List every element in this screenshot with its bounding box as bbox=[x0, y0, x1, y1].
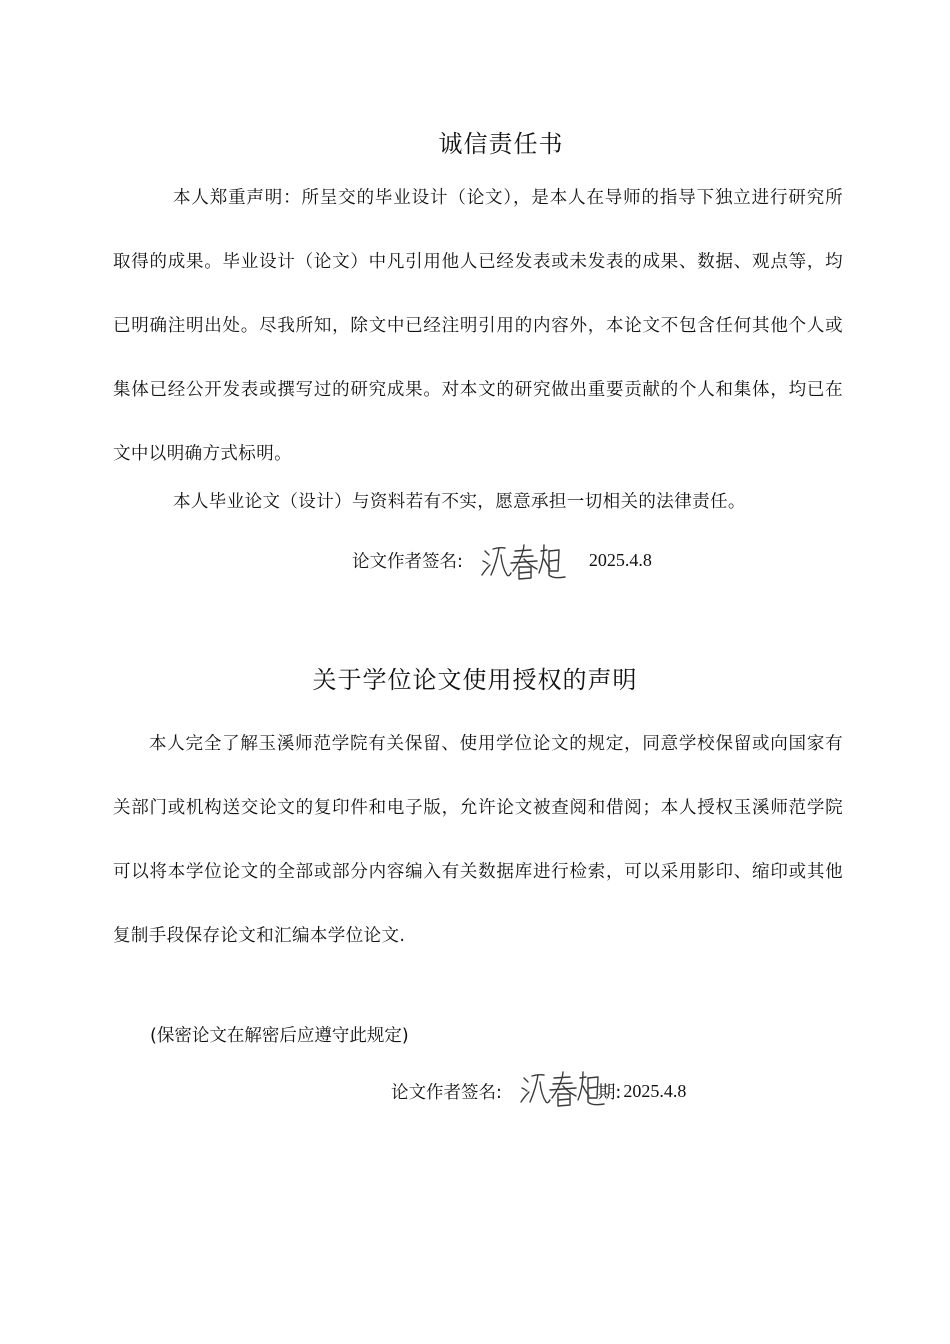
signature-label: 论文作者签名: bbox=[352, 551, 463, 572]
date-label: 期: bbox=[597, 1082, 622, 1103]
declaration-paragraph: 本人郑重声明：所呈交的毕业设计（论文），是本人在导师的指导下独立进行研究所取得的成果。毕业设计（论文）中凡引用他人已经发表或未发表的成果、数据、观点等，均已明确注明出处。尽我所知，除文中已经注明引用的内容外，本论文不包含任何其他个人或集体已经公开发表或撰写过的研究成果。对本文的研究做出重要贡献的个人和集体，均已在文中以明确方式标明。 bbox=[113, 188, 843, 464]
declaration-signature-row bbox=[352, 535, 652, 585]
signature-image bbox=[477, 535, 567, 585]
authorization-paragraph: 本人完全了解玉溪师范学院有关保留、使用学位论文的规定，同意学校保留或向国家有关部门或机构送交论文的复印件和电子版，允许论文被查阅和借阅；本人授权玉溪师范学院可以将本学位论文的全部或部分内容编入有关数据库进行检索，可以采用影印、缩印或其他复制手段保存论文和汇编本学位论文. bbox=[113, 734, 843, 946]
declaration-date: 2025.4.8 bbox=[588, 549, 652, 570]
handwritten-signature bbox=[516, 1066, 606, 1116]
responsibility-statement: 本人毕业论文（设计）与资料若有不实，愿意承担一切相关的法律责任。 bbox=[173, 492, 746, 512]
confidential-note: (保密论文在解密后应遵守此规定) bbox=[150, 1026, 409, 1046]
authorization-date: 2025.4.8 bbox=[623, 1080, 687, 1101]
signature-label: 论文作者签名: bbox=[391, 1082, 502, 1103]
handwritten-signature bbox=[477, 535, 567, 585]
declaration-title: 诚信责任书 bbox=[438, 130, 564, 158]
authorization-signature-row bbox=[391, 1066, 686, 1116]
authorization-title: 关于学位论文使用授权的声明 bbox=[312, 666, 638, 694]
signature-image bbox=[516, 1066, 606, 1116]
